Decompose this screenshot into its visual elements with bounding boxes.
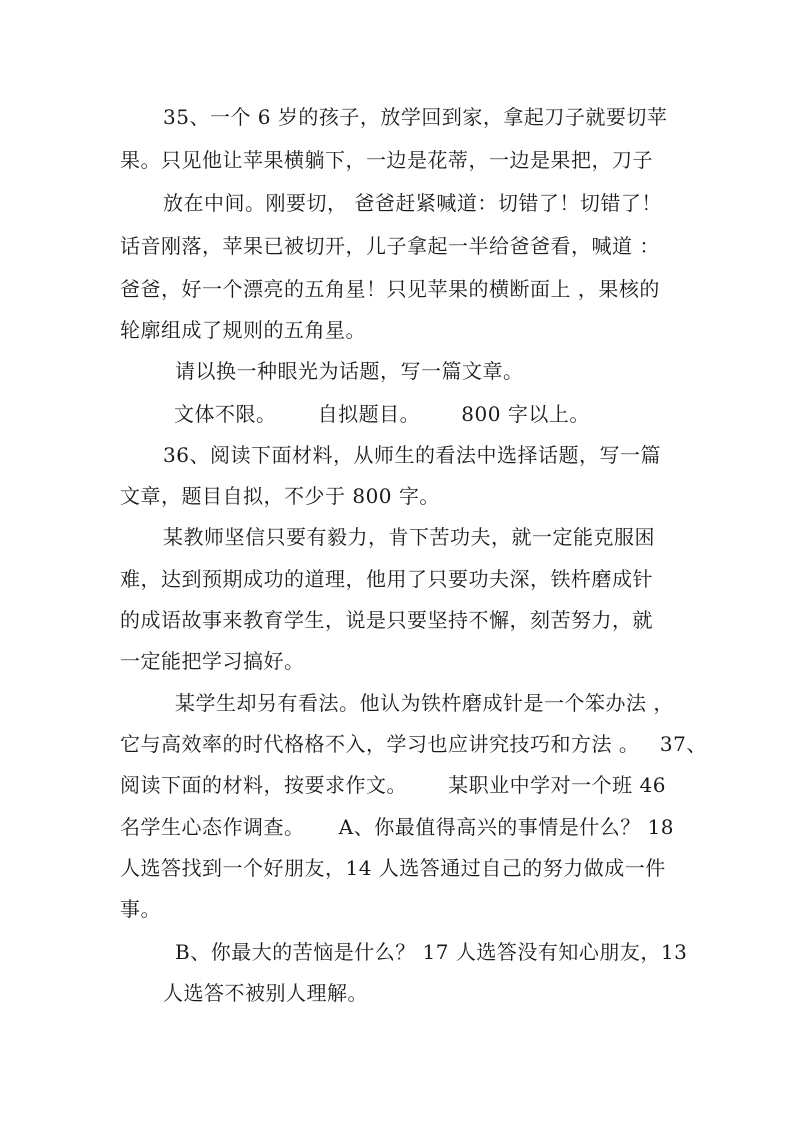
text-line: 难，达到预期成功的道理，他用了只要功夫深，铁杵磨成针 — [120, 567, 653, 591]
text-line: 某教师坚信只要有毅力，肯下苦功夫，就一定能克服困 — [163, 525, 655, 549]
text-line: 阅读下面的材料，按要求作文。 某职业中学对一个班 46 — [120, 773, 666, 797]
text-line: 它与高效率的时代格格不入，学习也应讲究技巧和方法 。 37、 — [120, 732, 707, 756]
text-line: 某学生却另有看法。他认为铁杵磨成针是一个笨办法 ， — [175, 691, 674, 715]
text-line: 爸爸，好一个漂亮的五角星！只见苹果的横断面上 ，果核的 — [120, 277, 660, 301]
text-line: 35、一个 6 岁的孩子，放学回到家，拿起刀子就要切苹 — [163, 105, 668, 129]
text-line: 人选答找到一个好朋友，14 人选答通过自己的努力做成一件 — [120, 856, 666, 880]
text-line: 轮廓组成了规则的五角星。 — [120, 318, 366, 342]
text-line: 36、阅读下面材料，从师生的看法中选择话题，写一篇 — [163, 443, 661, 467]
text-line: 的成语故事来教育学生，说是只要坚持不懈，刻苦努力，就 — [120, 608, 653, 632]
text-line: 名学生心态作调查。 A、你最值得高兴的事情是什么？ 18 — [120, 815, 675, 839]
text-line: B、你最大的苦恼是什么？ 17 人选答没有知心朋友，13 — [175, 940, 688, 964]
text-line: 果。只见他让苹果横躺下，一边是花蒂，一边是果把，刀子 — [120, 148, 653, 172]
text-line: 一定能把学习搞好。 — [120, 649, 305, 673]
text-line: 文体不限。 自拟题目。 800 字以上。 — [174, 402, 590, 426]
text-line: 请以换一种眼光为话题，写一篇文章。 — [175, 359, 524, 383]
text-line: 放在中间。刚要切， 爸爸赶紧喊道：切错了！切错了！ — [163, 191, 662, 215]
text-line: 话音刚落，苹果已被切开，儿子拿起一半给爸爸看，喊道 ： — [120, 234, 660, 258]
text-line: 人选答不被别人理解。 — [163, 981, 368, 1005]
text-line: 文章，题目自拟，不少于 800 字。 — [120, 484, 440, 508]
text-line: 事。 — [120, 897, 161, 921]
